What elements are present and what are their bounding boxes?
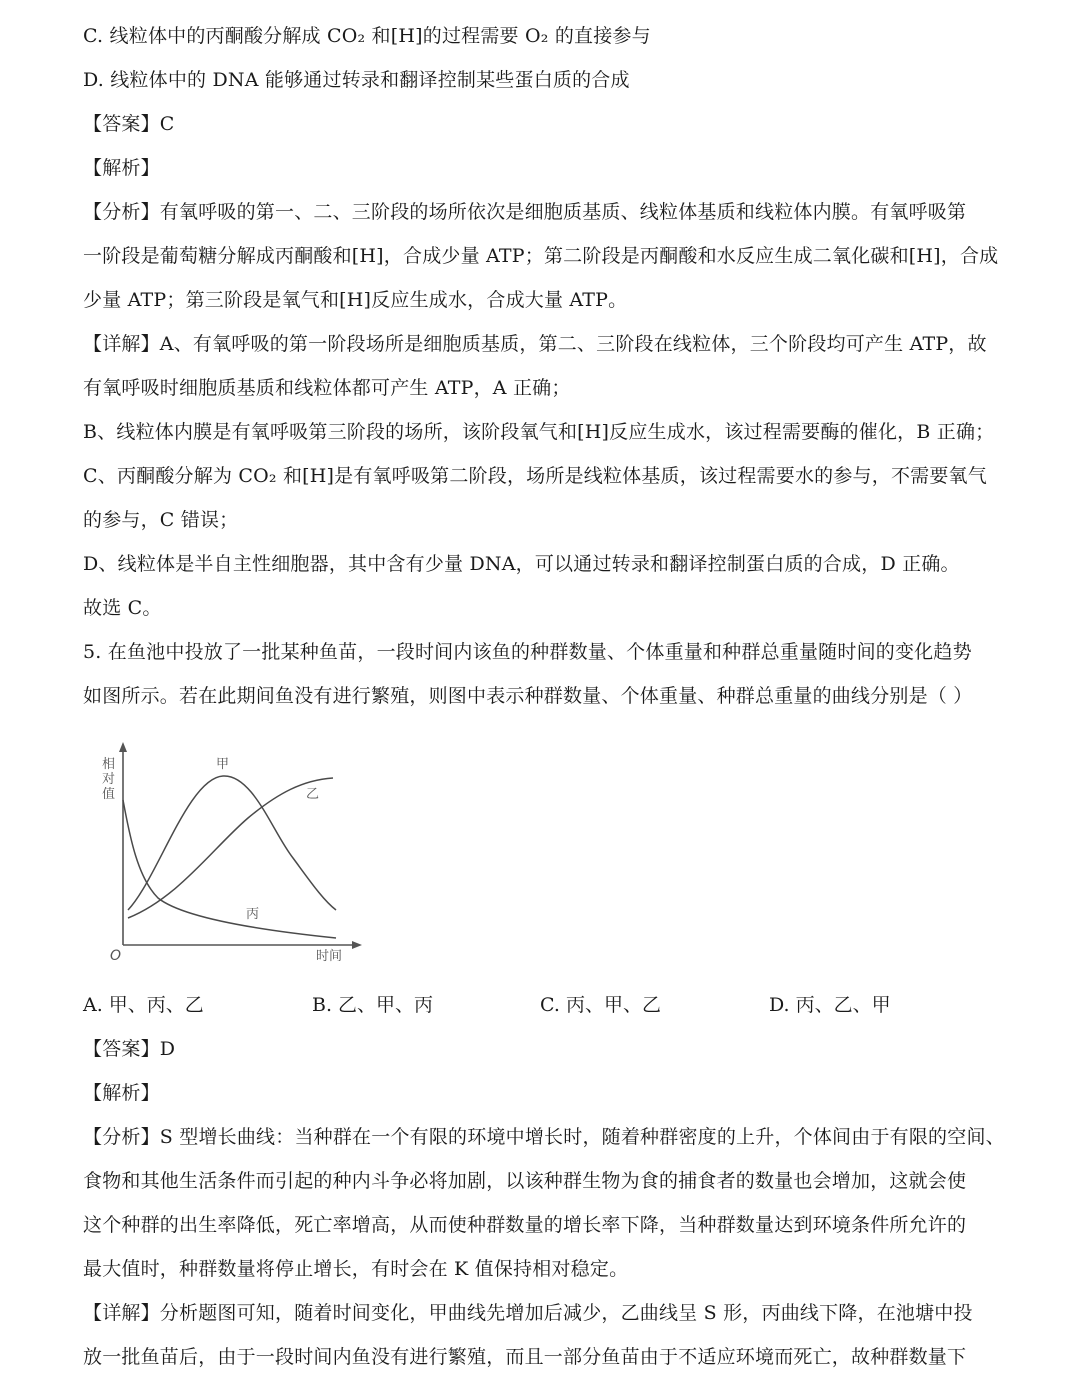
curve-label-jia: 甲 <box>216 757 230 772</box>
analysis-text-line: 一阶段是葡萄糖分解成丙酮酸和[H]，合成少量 ATP；第二阶段是丙酮酸和水反应生成二氧化碳和[H]，合成 <box>83 245 999 267</box>
y-axis-arrow-icon <box>119 742 127 752</box>
option-d: D. 丙、乙、甲 <box>769 994 891 1016</box>
analysis-text-line: 最大值时，种群数量将停止增长，有时会在 K 值保持相对稳定。 <box>83 1258 629 1280</box>
question-5-line: 如图所示。若在此期间鱼没有进行繁殖，则图中表示种群数量、个体重量、种群总重量的曲线分别是（ ） <box>83 685 973 707</box>
population-curves-figure <box>88 738 378 968</box>
analysis-text-line: 少量 ATP；第三阶段是氧气和[H]反应生成水，合成大量 ATP。 <box>83 289 628 311</box>
detail-text-line: D、线粒体是半自主性细胞器，其中含有少量 DNA，可以通过转录和翻译控制蛋白质的合成，D 正确。 <box>83 553 960 575</box>
detail-text-line: 放一批鱼苗后，由于一段时间内鱼没有进行繁殖，而且一部分鱼苗由于不适应环境而死亡，故种群数量下 <box>83 1346 967 1368</box>
option-a: A. 甲、丙、乙 <box>83 994 204 1016</box>
question-5-line: 5. 在鱼池中投放了一批某种鱼苗，一段时间内该鱼的种群数量、个体重量和种群总重量随时间的变化趋势 <box>83 641 972 663</box>
detail-text-line: 的参与，C 错误； <box>83 509 239 531</box>
x-axis-label: 时间 <box>316 949 343 964</box>
option-c-line: C. 线粒体中的丙酮酸分解成 CO₂ 和[H]的过程需要 O₂ 的直接参与 <box>83 25 651 47</box>
curve-jia <box>128 776 336 910</box>
answer-line: 【答案】D <box>83 1038 176 1060</box>
analysis-text-line: 食物和其他生活条件而引起的种内斗争必将加剧，以该种群生物为食的捕食者的数量也会增加，这就会使 <box>83 1170 967 1192</box>
curve-label-bing: 丙 <box>246 907 260 922</box>
analysis-heading: 【解析】 <box>83 157 160 179</box>
option-c: C. 丙、甲、乙 <box>540 994 661 1016</box>
curve-label-yi: 乙 <box>306 787 320 802</box>
analysis-text-line: 【分析】S 型增长曲线：当种群在一个有限的环境中增长时，随着种群密度的上升，个体间由于有限的空间、 <box>83 1126 1005 1148</box>
analysis-text-line: 【分析】有氧呼吸的第一、二、三阶段的场所依次是细胞质基质、线粒体基质和线粒体内膜。有氧呼吸第 <box>83 201 967 223</box>
detail-text-line: 【详解】分析题图可知，随着时间变化，甲曲线先增加后减少，乙曲线呈 S 形，丙曲线下降，在池塘中投 <box>83 1302 973 1324</box>
option-d-line: D. 线粒体中的 DNA 能够通过转录和翻译控制某些蛋白质的合成 <box>83 69 630 91</box>
detail-text-line: 【详解】A、有氧呼吸的第一阶段场所是细胞质基质，第二、三阶段在线粒体，三个阶段均可产生 ATP，故 <box>83 333 987 355</box>
conclusion-line: 故选 C。 <box>83 597 162 619</box>
curve-yi <box>128 778 333 918</box>
detail-text-line: 有氧呼吸时细胞质基质和线粒体都可产生 ATP，A 正确； <box>83 377 571 399</box>
analysis-heading: 【解析】 <box>83 1082 160 1104</box>
detail-text-line: B、线粒体内膜是有氧呼吸第三阶段的场所，该阶段氧气和[H]反应生成水，该过程需要酶的催化，B 正确； <box>83 421 995 443</box>
analysis-text-line: 这个种群的出生率降低，死亡率增高，从而使种群数量的增长率下降，当种群数量达到环境条件所允许的 <box>83 1214 967 1236</box>
detail-text-line: C、丙酮酸分解为 CO₂ 和[H]是有氧呼吸第二阶段，场所是线粒体基质，该过程需要水的参与，不需要氧气 <box>83 465 987 487</box>
origin-label: O <box>110 948 122 964</box>
answer-line: 【答案】C <box>83 113 175 135</box>
option-b: B. 乙、甲、丙 <box>312 994 434 1016</box>
x-axis-arrow-icon <box>352 941 362 949</box>
y-axis-label: 相对值 <box>102 757 116 802</box>
